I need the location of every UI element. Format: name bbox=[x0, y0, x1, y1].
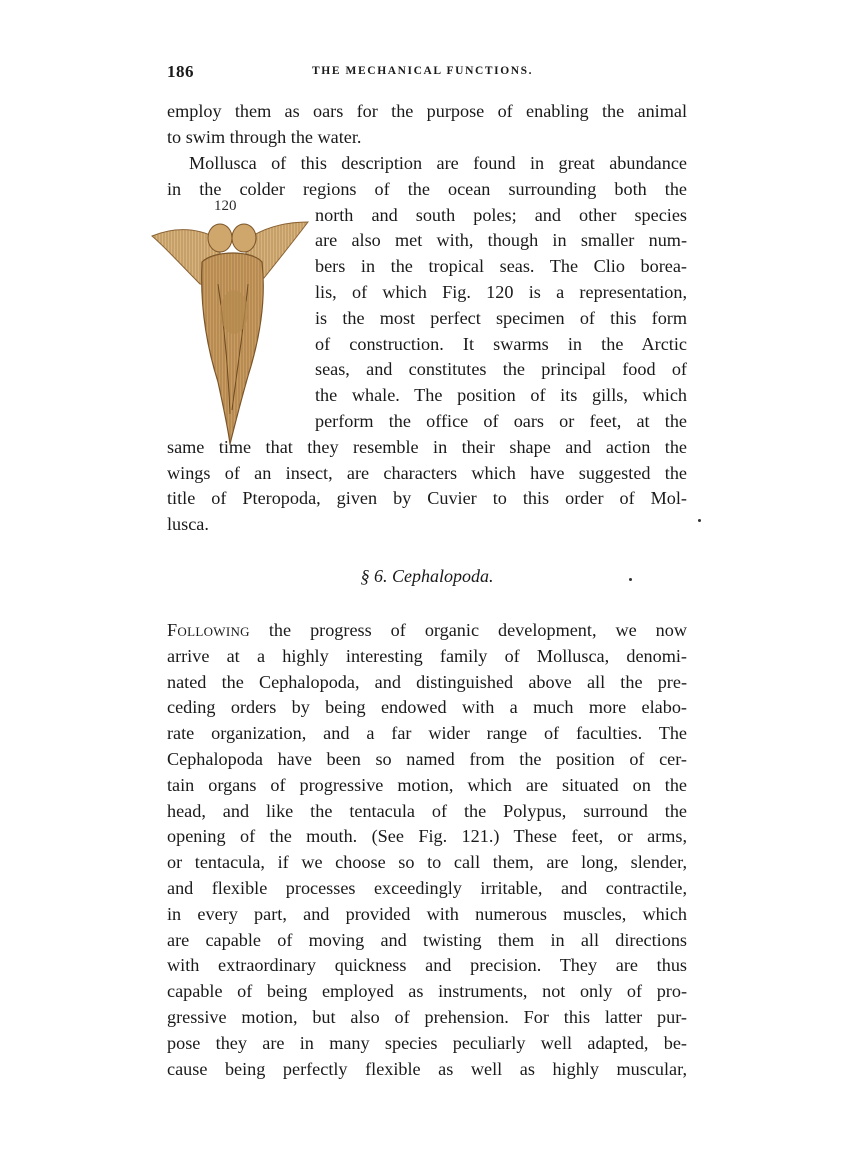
paragraph-3 bbox=[167, 618, 687, 1082]
text-line: capable of being employed as instruments, not only of pro- bbox=[167, 981, 687, 1002]
text-line: cause being perfectly flexible as well as highly muscular, bbox=[167, 1058, 687, 1079]
text-line bbox=[167, 618, 687, 644]
text-line: north and south poles; and other species bbox=[315, 204, 687, 225]
text-line-rest: the progress of organic development, we now bbox=[268, 620, 687, 640]
text-line: lusca. bbox=[167, 514, 209, 535]
text-line: are also met with, though in smaller num- bbox=[315, 230, 687, 251]
text-line: seas, and constitutes the principal food of bbox=[315, 359, 687, 380]
text-line: or tentacula, if we choose so to call them, are long, slender, bbox=[167, 852, 687, 873]
text-line: head, and like the tentacula of the Polypus, surround the bbox=[167, 800, 687, 821]
text-line: in the colder regions of the ocean surrounding both the bbox=[167, 178, 687, 199]
text-line: title of Pteropoda, given by Cuvier to this order of Mol- bbox=[167, 488, 687, 509]
running-head: THE MECHANICAL FUNCTIONS. bbox=[312, 65, 534, 77]
text-line: rate organization, and a far wider range of faculties. The bbox=[167, 723, 687, 744]
text-line: employ them as oars for the purpose of enabling the animal bbox=[167, 101, 687, 121]
figure-number: 120 bbox=[214, 198, 237, 214]
lead-word: Following bbox=[167, 620, 250, 640]
clio-illustration bbox=[148, 214, 313, 446]
text-line: lis, of which Fig. 120 is a representation, bbox=[315, 281, 687, 302]
stray-mark bbox=[698, 519, 701, 522]
text-line: perform the office of oars or feet, at the bbox=[315, 410, 687, 431]
text-line: and flexible processes exceedingly irritable, and contractile, bbox=[167, 877, 687, 898]
text-line: bers in the tropical seas. The Clio borea- bbox=[315, 256, 687, 277]
text-line: nated the Cephalopoda, and distinguished above all the pre- bbox=[167, 671, 687, 692]
text-line: are capable of moving and twisting them in all directions bbox=[167, 929, 687, 950]
text-line: wings of an insect, are characters which have suggested the bbox=[167, 462, 687, 483]
text-line: tain organs of progressive motion, which are situated on the bbox=[167, 774, 687, 795]
stray-mark bbox=[629, 578, 632, 581]
text-line: of construction. It swarms in the Arctic bbox=[315, 333, 687, 354]
text-line: opening of the mouth. (See Fig. 121.) These feet, or arms, bbox=[167, 826, 687, 847]
text-line: with extraordinary quickness and precision. They are thus bbox=[167, 955, 687, 976]
text-line: Cephalopoda have been so named from the position of cer- bbox=[167, 748, 687, 769]
text-line: gressive motion, but also of prehension. For this latter pur- bbox=[167, 1006, 687, 1027]
text-line: ceding orders by being endowed with a much more elabo- bbox=[167, 697, 687, 718]
section-heading: § 6. Cephalopoda. bbox=[360, 566, 494, 586]
text-line: Mollusca of this description are found in great abundance bbox=[189, 153, 687, 173]
paragraph-1 bbox=[167, 99, 687, 151]
page-number: 186 bbox=[167, 62, 194, 81]
text-line: is the most perfect specimen of this form bbox=[315, 307, 687, 328]
text-line: to swim through the water. bbox=[167, 126, 362, 147]
text-line: same time that they resemble in their shape and action the bbox=[167, 436, 687, 457]
text-line: in every part, and provided with numerous muscles, which bbox=[167, 903, 687, 924]
text-line: arrive at a highly interesting family of Mollusca, denomi- bbox=[167, 645, 687, 666]
page-header bbox=[167, 62, 687, 84]
figure-clio-borealis bbox=[148, 198, 313, 448]
text-line: the whale. The position of its gills, which bbox=[315, 385, 687, 406]
text-line: pose they are in many species peculiarly well adapted, be- bbox=[167, 1032, 687, 1053]
